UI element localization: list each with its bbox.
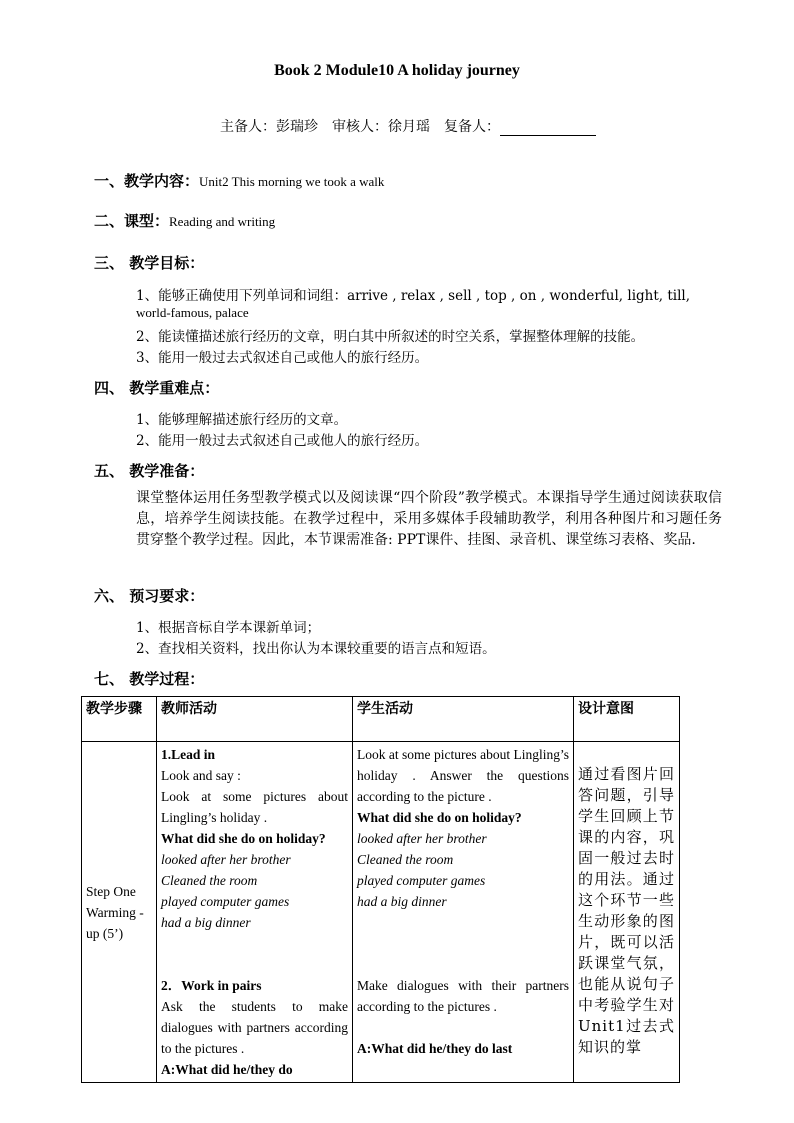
student-activity: [353, 742, 574, 1083]
teacher-pairs-desc: Ask the students to make dialogues with partners according to the pictures .: [161, 999, 348, 1056]
section-heading: 二、课型：: [94, 212, 170, 230]
teacher-lead-in: 1.Lead in: [161, 747, 216, 762]
header-step: 教学步骤: [82, 697, 157, 742]
objective-line: world-famous, palace: [136, 305, 249, 320]
teacher-answer: had a big dinner: [161, 915, 251, 930]
section-heading: 一、教学内容：: [94, 172, 200, 190]
header-teacher: 教师活动: [157, 697, 353, 742]
teacher-answer: looked after her brother: [161, 852, 291, 867]
header-design: 设计意图: [574, 697, 680, 742]
teacher-pairs: 2．Work in pairs: [161, 978, 262, 993]
staff-line: [220, 116, 596, 136]
key-point-line: 1、能够理解描述旅行经历的文章。: [136, 412, 348, 428]
teacher-look-pictures: Look at some pictures about Lingling’s holiday .: [161, 789, 348, 825]
section-preview-heading: 六、 预习要求：: [94, 587, 205, 605]
teacher-look-say: Look and say :: [161, 768, 241, 783]
objective-line: 3、能用一般过去式叙述自己或他人的旅行经历。: [136, 350, 429, 366]
student-answer: Cleaned the room: [357, 852, 454, 867]
section-value: Reading and writing: [169, 214, 276, 229]
teacher-question: What did she do on holiday?: [161, 831, 326, 846]
section-type: [94, 210, 275, 231]
section-value: Unit2 This morning we took a walk: [199, 174, 385, 189]
student-make: Make dialogues with their partners according to the pictures .: [357, 978, 569, 1014]
process-table: [81, 696, 680, 1083]
teacher-dialogue: A:What did he/they do: [161, 1062, 293, 1077]
teacher-answer: Cleaned the room: [161, 873, 258, 888]
student-look: Look at some pictures about Lingling’s holiday . Answer the questions according to the picture .: [357, 747, 569, 804]
section-objectives-heading: 三、 教学目标：: [94, 254, 205, 272]
section-preparation-heading: 五、 教学准备：: [94, 462, 205, 480]
teacher-answer: played computer games: [161, 894, 290, 909]
preview-line: 2、查找相关资料，找出你认为本课较重要的语言点和短语。: [136, 641, 496, 657]
student-answer: played computer games: [357, 873, 486, 888]
key-point-line: 2、能用一般过去式叙述自己或他人的旅行经历。: [136, 433, 429, 449]
student-answer: looked after her brother: [357, 831, 487, 846]
section-process-heading: 七、 教学过程：: [94, 670, 205, 688]
reviewer: 审核人：徐月瑶: [332, 119, 430, 135]
objective-line: 1、能够正确使用下列单词和词组：arrive , relax , sell , top , on , wonderful, light, till,: [136, 288, 691, 304]
student-question: What did she do on holiday?: [357, 810, 522, 825]
co-preparer-label: 复备人：: [444, 119, 500, 135]
design-intent: 通过看图片回答问题，引导学生回顾上节课的内容，巩固一般过去时的用法。通过这个环节一些生动形象的图片，既可以活跃课堂气氛，也能从说句子中考验学生对Unit1过去式知识的掌: [574, 742, 680, 1083]
student-answer: had a big dinner: [357, 894, 447, 909]
preparation-text: 课堂整体运用任务型教学模式以及阅读课“四个阶段”教学模式。本课指导学生通过阅读获取信息，培养学生阅读技能。在教学过程中，采用多媒体手段辅助教学，利用各种图片和习题任务贯穿整个教学过程。因此，本节课需准备: PPT课件、挂图、录音机、课堂练习表格、奖品.: [136, 490, 722, 548]
teacher-activity: [157, 742, 353, 1083]
preview-line: 1、根据音标自学本课新单词；: [136, 620, 321, 636]
page-title: Book 2 Module10 A holiday journey: [274, 62, 520, 79]
header-student: 学生活动: [353, 697, 574, 742]
step-label: Step One Warming -up (5’): [82, 742, 157, 1083]
section-content: [94, 170, 384, 191]
lead-preparer: 主备人：彭瑞珍: [220, 119, 318, 135]
co-preparer-blank: [500, 121, 596, 136]
section-key-points-heading: 四、 教学重难点：: [94, 379, 220, 397]
objective-line: 2、能读懂描述旅行经历的文章，明白其中所叙述的时空关系，掌握整体理解的技能。: [136, 329, 645, 345]
table-row: [82, 742, 680, 1083]
student-dialogue: A:What did he/they do last: [357, 1041, 513, 1056]
table-header-row: [82, 697, 680, 742]
